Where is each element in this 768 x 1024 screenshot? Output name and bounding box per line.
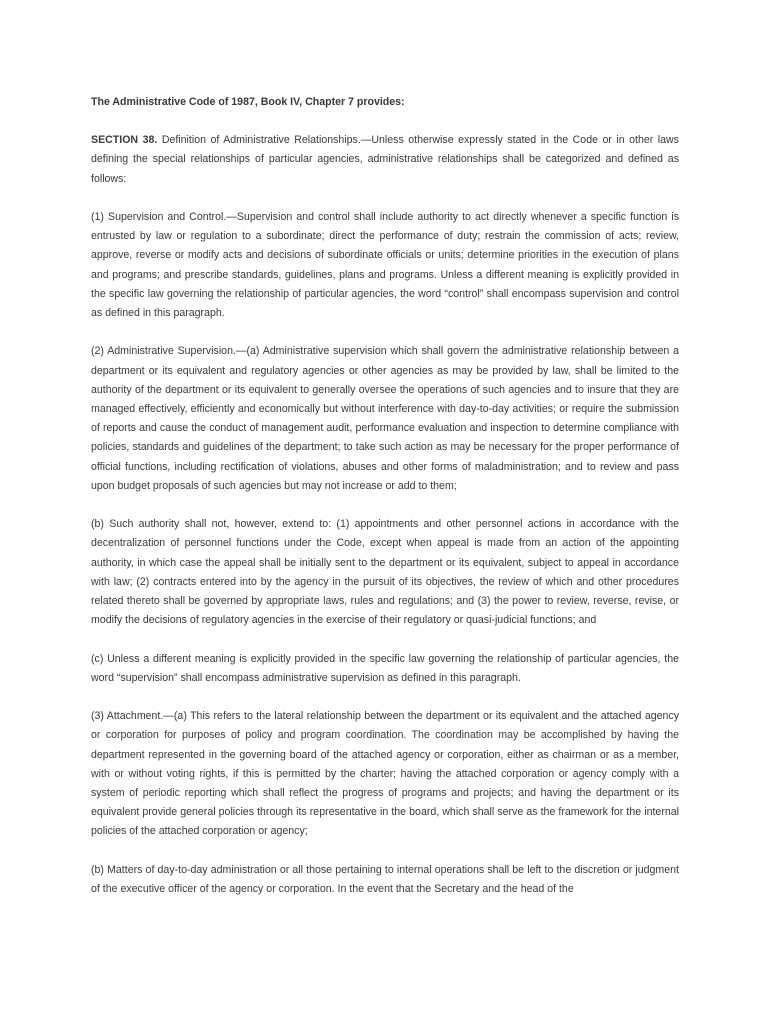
paragraph-supervision-control: (1) Supervision and Control.—Supervision and control shall include authority to act directly whenever a specific function is entrusted by law or regulation to a subordinate; direct the performance of duty; restrain the commission of acts; review, approve, reverse or modify acts and decisions of subordinate officials or units; determine priorities in the execution of plans and programs; and prescribe standards, guidelines, plans and programs. Unless a different meaning is explicitly provided in the specific law governing the relationship of particular agencies, the word “control” shall encompass supervision and control as defined in this paragraph.: [91, 211, 679, 320]
section-38-text: Definition of Administrative Relationships.—Unless otherwise expressly stated in the Code or in other laws defining the special relationships of particular agencies, administrative relationships shall be categorized and defined as follows:: [91, 134, 679, 185]
paragraph-attachment-b: (b) Matters of day-to-day administration or all those pertaining to internal operations shall be left to the discretion or judgment of the executive officer of the agency or corporation. In the event that the Secretary and the head of the: [91, 863, 679, 896]
document-heading: The Administrative Code of 1987, Book IV, Chapter 7 provides:: [91, 96, 405, 108]
paragraph-administrative-supervision-c: (c) Unless a different meaning is explicitly provided in the specific law governing the relationship of particular agencies, the word “supervision” shall encompass administrative supervision as defined in this paragraph.: [91, 652, 679, 684]
paragraph-administrative-supervision-a: (2) Administrative Supervision.—(a) Administrative supervision which shall govern the administrative relationship between a department or its equivalent and regulatory agencies or other agencies as may be provided by law, shall be limited to the authority of the department or its equivalent to generally oversee the operations of such agencies and to insure that they are managed effectively, efficiently and economically but without interference with day-to-day activities; or require the submission of reports and cause the conduct of management audit, performance evaluation and inspection to determine compliance with policies, standards and guidelines of the department; to take such action as may be necessary for the proper performance of official functions, including rectification of violations, abuses and other forms of maladministration; and to review and pass upon budget proposals of such agencies but may not increase or add to them;: [91, 345, 679, 492]
section-label: SECTION 38.: [91, 134, 158, 147]
paragraph-attachment-a: (3) Attachment.—(a) This refers to the lateral relationship between the department or its equivalent and the attached agency or corporation for purposes of policy and program coordination. The coordination may be accomplished by having the department represented in the governing board of the attached agency or corporation, either as chairman or as a member, with or without voting rights, if this is permitted by the charter; having the attached corporation or agency comply with a system of periodic reporting which shall reflect the progress of programs and projects; and having the department or its equivalent provide general policies through its representative in the board, which shall serve as the framework for the internal policies of the attached corporation or agency;: [91, 710, 679, 838]
document-page: [91, 93, 679, 918]
section-38-paragraph: [91, 131, 679, 189]
paragraph-administrative-supervision-b: (b) Such authority shall not, however, extend to: (1) appointments and other personnel actions in accordance with the decentralization of personnel functions under the Code, except when appeal is made from an action of the appointing authority, in which case the appeal shall be initially sent to the department or its equivalent, subject to appeal in accordance with law; (2) contracts entered into by the agency in the pursuit of its objectives, the review of which and other procedures related thereto shall be governed by appropriate laws, rules and regulations; and (3) the power to review, reverse, revise, or modify the decisions of regulatory agencies in the exercise of their regulatory or quasi-judicial functions; and: [91, 518, 679, 627]
